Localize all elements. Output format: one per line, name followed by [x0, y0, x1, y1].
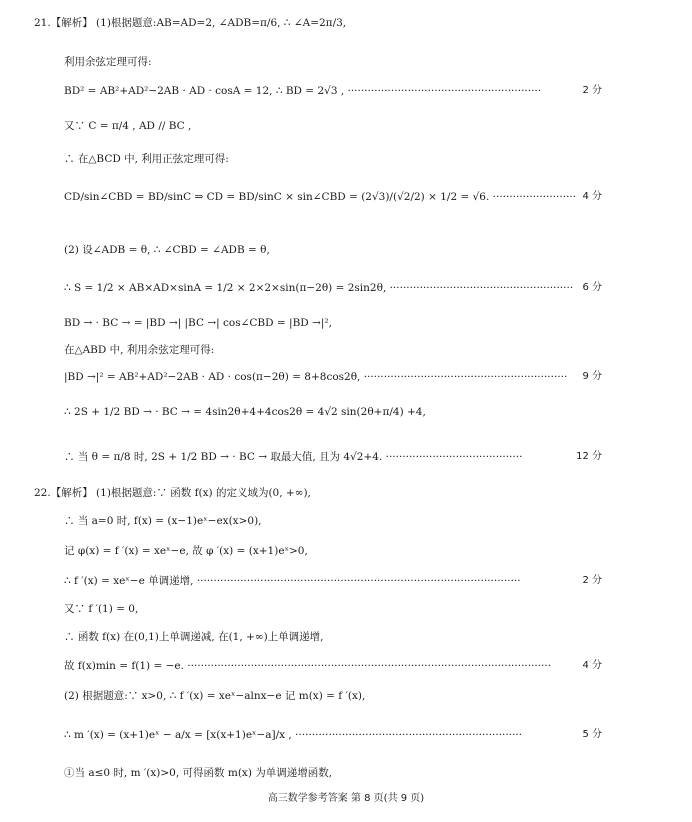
line-text: ∴ S = 1/2 × AB×AD×sinA = 1/2 × 2×2×sin(π−2θ) = 2sin2θ, ······················································· [64, 282, 574, 294]
line-text: |BD →|² = AB²+AD²−2AB · AD · cos(π−2θ) = 8+8cos2θ, ····························································· [64, 371, 568, 383]
line-text: ∴ m ′(x) = (x+1)eˣ − a/x = [x(x+1)eˣ−a]/x , ···································································· [64, 729, 523, 741]
line-text: CD/sin∠CBD = BD/sinC ⇒ CD = BD/sinC × sin∠CBD = (2√3)/(√2/2) × 1/2 = √6. ························· [64, 191, 577, 203]
line-text: ∴ f ′(x) = xeˣ−e 单调递增, ································································································· [64, 575, 521, 587]
line-text: BD² = AB²+AD²−2AB · AD · cosA = 12, ∴ BD = 2√3 , ·························································· [64, 85, 542, 97]
score-mark: 12 分 [576, 451, 602, 462]
line-text: 21.【解析】 (1)根据题意:AB=AD=2, ∠ADB=π/6, ∴ ∠A=2π/3, [34, 17, 347, 29]
line-text: 又∵ C = π/4 , AD // BC , [64, 120, 192, 132]
line-text: ①当 a≤0 时, m ′(x)>0, 可得函数 m(x) 为单调递增函数, [64, 767, 333, 779]
score-mark: 4 分 [582, 191, 602, 202]
line-text: 利用余弦定理可得: [64, 56, 152, 68]
line-text: 22.【解析】 (1)根据题意:∵ 函数 f(x) 的定义域为(0, +∞), [34, 487, 311, 499]
score-mark: 2 分 [582, 85, 602, 96]
line-text: 在△ABD 中, 利用余弦定理可得: [64, 344, 215, 356]
score-mark: 9 分 [582, 371, 602, 382]
score-mark: 6 分 [582, 282, 602, 293]
line-text: 又∵ f ′(1) = 0, [64, 603, 139, 615]
score-mark: 2 分 [582, 575, 602, 586]
line-text: 记 φ(x) = f ′(x) = xeˣ−e, 故 φ ′(x) = (x+1)eˣ>0, [64, 545, 308, 557]
page-footer: 高三数学参考答案 第 8 页(共 9 页) [267, 793, 425, 804]
line-text: 故 f(x)min = f(1) = −e. ············································································································· [64, 660, 552, 672]
line-text: ∴ 当 a=0 时, f(x) = (x−1)eˣ−ex(x>0), [64, 515, 262, 527]
line-text: (2) 根据题意:∵ x>0, ∴ f ′(x) = xeˣ−alnx−e 记 m(x) = f ′(x), [64, 690, 366, 702]
line-text: ∴ 2S + 1/2 BD → · BC → = 4sin2θ+4+4cos2θ = 4√2 sin(2θ+π/4) +4, [64, 406, 426, 418]
line-text: BD → · BC → = |BD →| |BC →| cos∠CBD = |BD →|², [64, 317, 332, 329]
line-text: ∴ 当 θ = π/8 时, 2S + 1/2 BD → · BC → 取最大值, 且为 4√2+4. ········································· [64, 451, 523, 463]
line-text: ∴ 在△BCD 中, 利用正弦定理可得: [64, 153, 229, 165]
line-text: ∴ 函数 f(x) 在(0,1)上单调递减, 在(1, +∞)上单调递增, [64, 631, 324, 643]
line-text: (2) 设∠ADB = θ, ∴ ∠CBD = ∠ADB = θ, [64, 244, 270, 256]
score-mark: 4 分 [582, 660, 602, 671]
score-mark: 5 分 [582, 729, 602, 740]
